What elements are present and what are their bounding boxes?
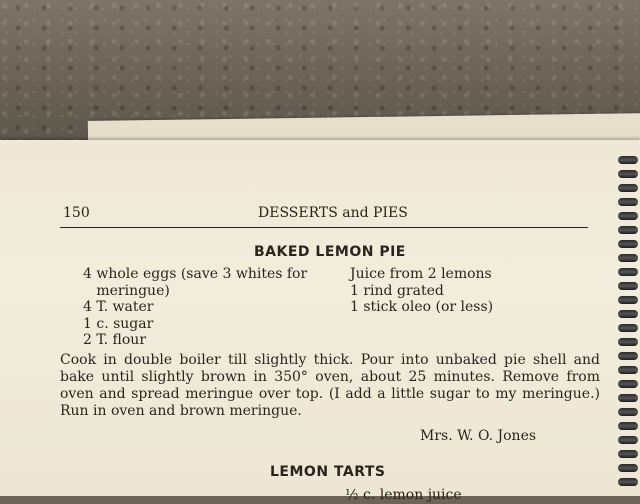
- coil-icon: [618, 212, 638, 220]
- ingredient-item: 1 c. sugar: [83, 315, 154, 332]
- ingredient-item: 4 whole eggs (save 3 whites for: [83, 266, 308, 282]
- recipe-title: BAKED LEMON PIE: [254, 244, 406, 260]
- coil-icon: [618, 296, 638, 304]
- coil-icon: [618, 282, 638, 290]
- ingredient-item: 2 T. flour: [83, 332, 147, 348]
- coil-icon: [618, 324, 638, 332]
- coil-icon: [618, 478, 638, 486]
- recipe-author: Mrs. W. O. Jones: [420, 428, 537, 444]
- coil-icon: [618, 450, 638, 458]
- coil-icon: [618, 254, 638, 262]
- coil-icon: [618, 198, 638, 206]
- recipe-directions: Cook in double boiler till slightly thick. Pour into unbaked pie shell and bake until slightly brown in 350° oven, about 25 minutes. Remove from oven and spread meringue over top. (I add a little sugar to my meringue.) Run in oven and brown meringue.: [60, 352, 600, 419]
- coil-icon: [618, 338, 638, 346]
- ingredients-right: [350, 266, 493, 316]
- coil-icon: [618, 184, 638, 192]
- ingredient-item: 4 T. water: [83, 299, 154, 315]
- coil-icon: [618, 310, 638, 318]
- ingredients-left: [83, 266, 307, 349]
- ingredient-item: 1 rind grated: [350, 282, 444, 299]
- ingredient-item: 1 stick oleo (or less): [350, 299, 494, 315]
- ingredient-item: meringue): [83, 282, 170, 299]
- coil-icon: [618, 380, 638, 388]
- coil-icon: [618, 170, 638, 178]
- ingredient-item: Juice from 2 lemons: [350, 266, 492, 282]
- coil-icon: [618, 268, 638, 276]
- coil-icon: [618, 226, 638, 234]
- coil-icon: [618, 240, 638, 248]
- section-title: DESSERTS and PIES: [258, 205, 408, 221]
- coil-icon: [618, 436, 638, 444]
- page-number: 150: [63, 205, 90, 221]
- spiral-binding: [618, 150, 640, 502]
- coil-icon: [618, 394, 638, 402]
- next-recipe-partial-line: ½ c. lemon juice: [345, 487, 462, 503]
- header-rule: [60, 227, 588, 228]
- coil-icon: [618, 352, 638, 360]
- coil-icon: [618, 422, 638, 430]
- coil-icon: [618, 464, 638, 472]
- next-recipe-title: LEMON TARTS: [270, 464, 386, 480]
- coil-icon: [618, 156, 638, 164]
- coil-icon: [618, 366, 638, 374]
- coil-icon: [618, 408, 638, 416]
